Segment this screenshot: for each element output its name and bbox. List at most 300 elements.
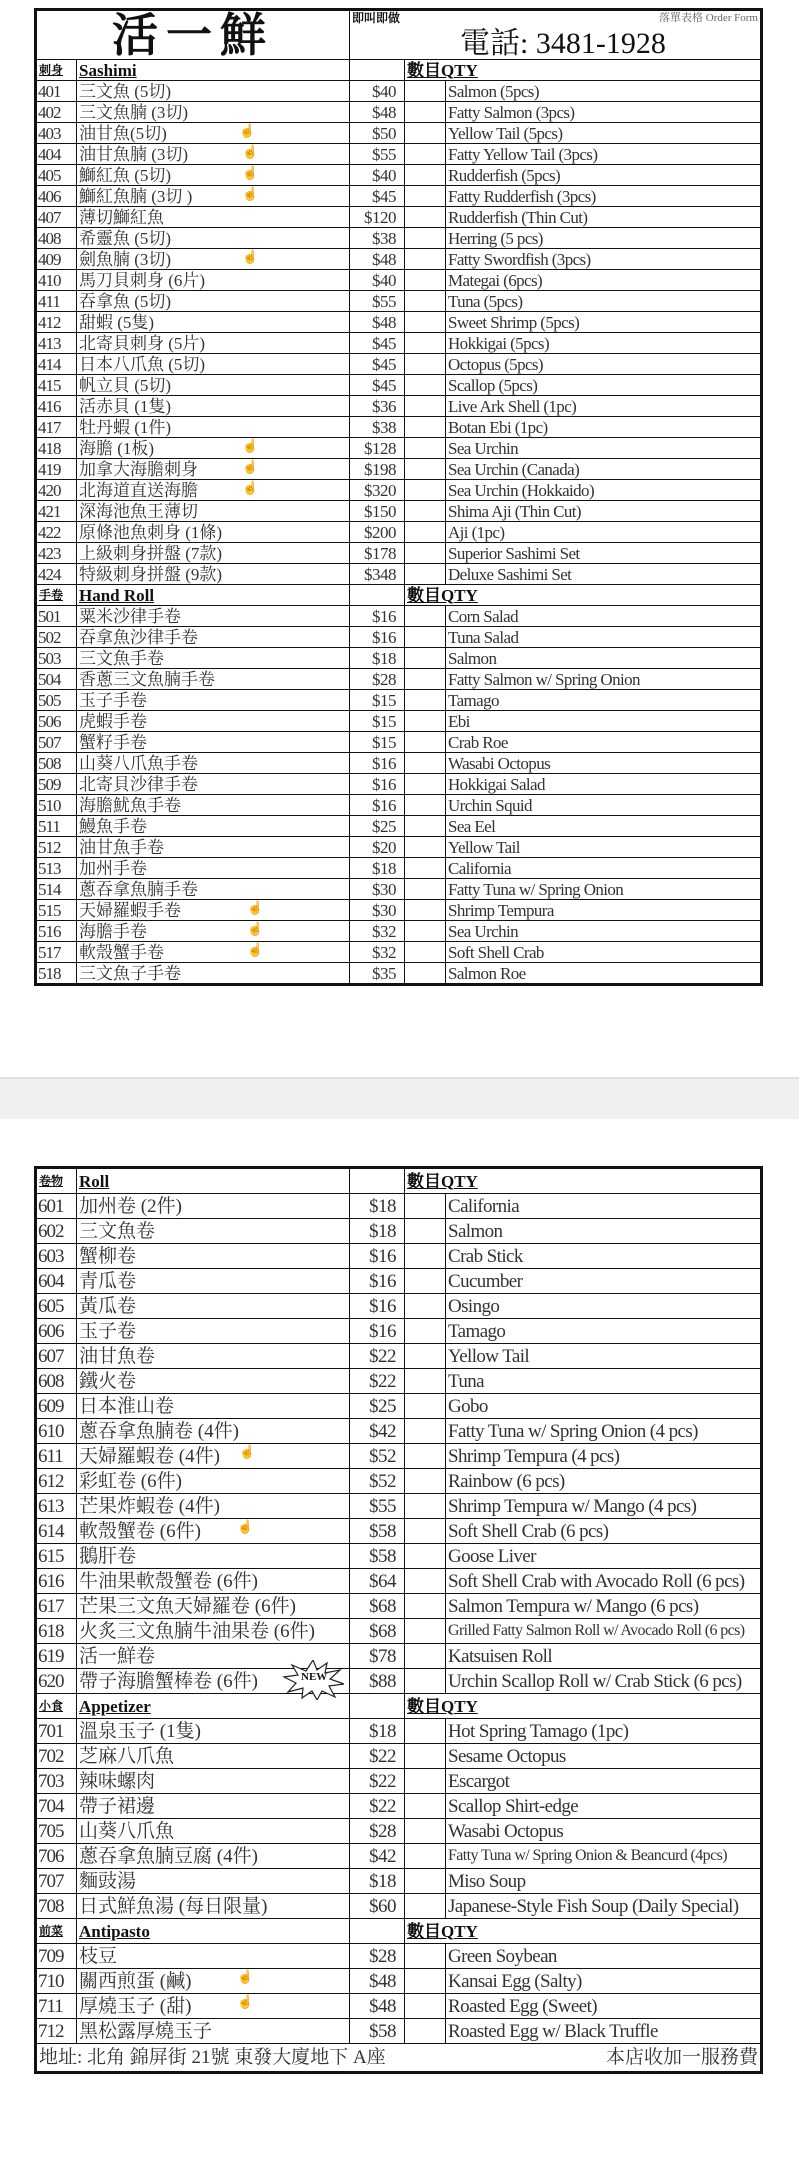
price-header-cell bbox=[350, 1169, 405, 1194]
item-name-en: Hokkigai (5pcs) bbox=[446, 333, 761, 354]
item-code: 410 bbox=[37, 270, 77, 291]
item-code: 606 bbox=[37, 1319, 77, 1344]
item-price: $48 bbox=[350, 1994, 405, 2019]
item-price: $58 bbox=[350, 1544, 405, 1569]
item-price: $320 bbox=[350, 480, 405, 501]
menu-item-row bbox=[37, 438, 761, 459]
qty-input-cell[interactable] bbox=[405, 1294, 446, 1319]
item-name-en: Sea Eel bbox=[446, 816, 761, 837]
item-price: $52 bbox=[350, 1469, 405, 1494]
qty-input-cell[interactable] bbox=[405, 1519, 446, 1544]
item-name-en: Yellow Tail bbox=[446, 837, 761, 858]
item-name-zh: 芝麻八爪魚 bbox=[79, 1745, 175, 1767]
item-price: $32 bbox=[350, 921, 405, 942]
menu-item-row bbox=[37, 312, 761, 333]
item-name-zh-cell bbox=[77, 501, 350, 522]
item-code: 509 bbox=[37, 774, 77, 795]
item-name-zh-cell bbox=[77, 1794, 350, 1819]
item-name-en: Sweet Shrimp (5pcs) bbox=[446, 312, 761, 333]
qty-input-cell[interactable] bbox=[405, 1494, 446, 1519]
order-form-page-2 bbox=[34, 1166, 763, 2074]
qty-input-cell[interactable] bbox=[405, 1994, 446, 2019]
page-separator bbox=[0, 1077, 799, 1119]
menu-item-row bbox=[37, 1744, 761, 1769]
qty-input-cell[interactable] bbox=[405, 123, 446, 144]
qty-input-cell[interactable] bbox=[405, 1594, 446, 1619]
qty-input-cell[interactable] bbox=[405, 1419, 446, 1444]
item-price: $48 bbox=[350, 312, 405, 333]
item-price: $16 bbox=[350, 795, 405, 816]
menu-item-row bbox=[37, 963, 761, 984]
item-name-zh-cell bbox=[77, 858, 350, 879]
item-code: 515 bbox=[37, 900, 77, 921]
phone-number: 電話: 3481-1928 bbox=[460, 27, 666, 60]
item-code: 601 bbox=[37, 1194, 77, 1219]
item-name-zh: 彩虹卷 (6件) bbox=[79, 1470, 182, 1492]
qty-input-cell[interactable] bbox=[405, 1344, 446, 1369]
item-name-zh: 特級刺身拼盤 (9款) bbox=[79, 564, 223, 584]
item-name-en: Fatty Swordfish (3pcs) bbox=[446, 249, 761, 270]
item-code: 512 bbox=[37, 837, 77, 858]
menu-item-row bbox=[37, 1944, 761, 1969]
qty-input-cell[interactable] bbox=[405, 753, 446, 774]
qty-input-cell[interactable] bbox=[405, 522, 446, 543]
item-name-zh: 鰤紅魚腩 (3切 ) bbox=[79, 186, 193, 206]
qty-input-cell[interactable] bbox=[405, 1794, 446, 1819]
menu-item-row bbox=[37, 1719, 761, 1744]
qty-input-cell[interactable] bbox=[405, 144, 446, 165]
item-name-zh: 帶子裙邊 bbox=[79, 1795, 156, 1817]
item-code: 421 bbox=[37, 501, 77, 522]
item-price: $120 bbox=[350, 207, 405, 228]
menu-item-row bbox=[37, 459, 761, 480]
item-code: 420 bbox=[37, 480, 77, 501]
qty-input-cell[interactable] bbox=[405, 1369, 446, 1394]
menu-item-row bbox=[37, 354, 761, 375]
menu-item-row bbox=[37, 753, 761, 774]
item-price: $45 bbox=[350, 375, 405, 396]
menu-item-row bbox=[37, 1994, 761, 2019]
menu-item-row bbox=[37, 837, 761, 858]
item-name-zh: 枝豆 bbox=[79, 1945, 118, 1967]
qty-input-cell[interactable] bbox=[405, 1319, 446, 1344]
item-price: $348 bbox=[350, 564, 405, 585]
item-code: 409 bbox=[37, 249, 77, 270]
qty-input-cell[interactable] bbox=[405, 1269, 446, 1294]
item-name-en: Hokkigai Salad bbox=[446, 774, 761, 795]
item-name-zh-cell bbox=[77, 1494, 350, 1519]
item-name-zh: 蔥吞拿魚腩卷 (4件) bbox=[79, 1420, 239, 1442]
menu-item-row bbox=[37, 102, 761, 123]
menu-item-row bbox=[37, 1794, 761, 1819]
qty-input-cell[interactable] bbox=[405, 291, 446, 312]
menu-item-row bbox=[37, 2019, 761, 2044]
menu-item-row bbox=[37, 1344, 761, 1369]
service-charge-note: 本店收加一服務費 bbox=[605, 2047, 758, 2068]
item-name-zh: 牛油果軟殼蟹卷 (6件) bbox=[79, 1570, 258, 1592]
menu-item-row bbox=[37, 81, 761, 102]
item-price: $28 bbox=[350, 1819, 405, 1844]
item-name-en: Salmon bbox=[446, 1219, 761, 1244]
menu-item-row bbox=[37, 900, 761, 921]
qty-input-cell[interactable] bbox=[405, 942, 446, 963]
menu-item-row bbox=[37, 648, 761, 669]
qty-input-cell[interactable] bbox=[405, 543, 446, 564]
qty-input-cell[interactable] bbox=[405, 1819, 446, 1844]
item-name-zh-cell bbox=[77, 1594, 350, 1619]
item-name-zh: 加拿大海膽刺身 bbox=[79, 459, 198, 479]
qty-input-cell[interactable] bbox=[405, 81, 446, 102]
qty-input-cell[interactable] bbox=[405, 921, 446, 942]
menu-item-row bbox=[37, 186, 761, 207]
qty-input-cell[interactable] bbox=[405, 1644, 446, 1669]
item-price: $32 bbox=[350, 942, 405, 963]
menu-item-row bbox=[37, 543, 761, 564]
menu-item-row bbox=[37, 669, 761, 690]
qty-input-cell[interactable] bbox=[405, 228, 446, 249]
item-price: $18 bbox=[350, 1869, 405, 1894]
footer bbox=[37, 2044, 761, 2072]
item-code: 508 bbox=[37, 753, 77, 774]
item-name-zh-cell bbox=[77, 1394, 350, 1419]
item-name-en: Urchin Squid bbox=[446, 795, 761, 816]
menu-item-row bbox=[37, 1619, 761, 1644]
qty-input-cell[interactable] bbox=[405, 1769, 446, 1794]
section-title-zh: 卷物 bbox=[37, 1169, 77, 1194]
item-name-zh: 油甘魚手卷 bbox=[79, 837, 164, 857]
item-name-zh-cell bbox=[77, 480, 350, 501]
qty-input-cell[interactable] bbox=[405, 207, 446, 228]
qty-input-cell[interactable] bbox=[405, 711, 446, 732]
item-name-zh: 蟹柳卷 bbox=[79, 1245, 137, 1267]
qty-input-cell[interactable] bbox=[405, 837, 446, 858]
qty-input-cell[interactable] bbox=[405, 1444, 446, 1469]
item-name-en: Shima Aji (Thin Cut) bbox=[446, 501, 761, 522]
item-price: $40 bbox=[350, 165, 405, 186]
qty-input-cell[interactable] bbox=[405, 732, 446, 753]
item-price: $128 bbox=[350, 438, 405, 459]
item-code: 710 bbox=[37, 1969, 77, 1994]
item-name-zh: 活赤貝 (1隻) bbox=[79, 396, 172, 416]
restaurant-name: 活一鮮 bbox=[37, 11, 350, 60]
item-name-en: Sea Urchin bbox=[446, 921, 761, 942]
qty-input-cell[interactable] bbox=[405, 963, 446, 984]
qty-input-cell[interactable] bbox=[405, 333, 446, 354]
qty-input-cell[interactable] bbox=[405, 1194, 446, 1219]
qty-input-cell[interactable] bbox=[405, 1669, 446, 1694]
menu-item-row bbox=[37, 1819, 761, 1844]
thumbs-up-icon: ☝ bbox=[242, 144, 259, 159]
item-price: $15 bbox=[350, 690, 405, 711]
item-name-zh-cell bbox=[77, 396, 350, 417]
item-code: 507 bbox=[37, 732, 77, 753]
thumbs-up-icon: ☝ bbox=[237, 1969, 254, 1984]
item-code: 506 bbox=[37, 711, 77, 732]
item-code: 505 bbox=[37, 690, 77, 711]
item-name-en: Rudderfish (5pcs) bbox=[446, 165, 761, 186]
price-header-cell bbox=[350, 1919, 405, 1944]
qty-input-cell[interactable] bbox=[405, 648, 446, 669]
thumbs-up-icon: ☝ bbox=[242, 165, 259, 180]
item-name-zh-cell bbox=[77, 690, 350, 711]
item-price: $16 bbox=[350, 774, 405, 795]
item-code: 712 bbox=[37, 2019, 77, 2044]
qty-input-cell[interactable] bbox=[405, 816, 446, 837]
item-name-en: Fatty Tuna w/ Spring Onion & Beancurd (4pcs) bbox=[446, 1844, 761, 1869]
item-name-zh: 山葵八爪魚 bbox=[79, 1820, 175, 1842]
item-name-zh-cell bbox=[77, 1894, 350, 1919]
menu-item-row bbox=[37, 417, 761, 438]
item-name-zh-cell bbox=[77, 1219, 350, 1244]
qty-input-cell[interactable] bbox=[405, 2019, 446, 2044]
item-price: $16 bbox=[350, 1319, 405, 1344]
item-name-zh: 黃瓜卷 bbox=[79, 1295, 137, 1317]
item-name-zh-cell bbox=[77, 102, 350, 123]
section-title-en: Antipasto bbox=[77, 1919, 350, 1944]
menu-item-row bbox=[37, 606, 761, 627]
item-name-zh: 北寄貝刺身 (5片) bbox=[79, 333, 206, 353]
item-name-en: Rainbow (6 pcs) bbox=[446, 1469, 761, 1494]
item-code: 419 bbox=[37, 459, 77, 480]
menu-item-row bbox=[37, 165, 761, 186]
item-price: $22 bbox=[350, 1744, 405, 1769]
qty-input-cell[interactable] bbox=[405, 438, 446, 459]
item-code: 413 bbox=[37, 333, 77, 354]
item-name-en: Salmon Roe bbox=[446, 963, 761, 984]
item-price: $22 bbox=[350, 1769, 405, 1794]
item-name-zh-cell bbox=[77, 270, 350, 291]
menu-item-row bbox=[37, 1544, 761, 1569]
item-name-en: Soft Shell Crab with Avocado Roll (6 pcs) bbox=[446, 1569, 761, 1594]
section-header bbox=[37, 1169, 761, 1194]
item-name-zh-cell bbox=[77, 795, 350, 816]
qty-input-cell[interactable] bbox=[405, 354, 446, 375]
item-price: $45 bbox=[350, 354, 405, 375]
item-name-zh-cell bbox=[77, 564, 350, 585]
item-name-en: Ebi bbox=[446, 711, 761, 732]
item-name-en: Wasabi Octopus bbox=[446, 753, 761, 774]
item-price: $16 bbox=[350, 627, 405, 648]
item-name-zh: 三文魚腩 (3切) bbox=[79, 102, 189, 122]
item-price: $16 bbox=[350, 753, 405, 774]
qty-input-cell[interactable] bbox=[405, 186, 446, 207]
item-name-zh-cell bbox=[77, 1369, 350, 1394]
item-price: $25 bbox=[350, 816, 405, 837]
item-price: $42 bbox=[350, 1419, 405, 1444]
qty-input-cell[interactable] bbox=[405, 1719, 446, 1744]
item-name-zh: 吞拿魚沙律手卷 bbox=[79, 627, 198, 647]
item-name-en: Grilled Fatty Salmon Roll w/ Avocado Roll (6 pcs) bbox=[446, 1619, 761, 1644]
qty-input-cell[interactable] bbox=[405, 774, 446, 795]
item-code: 513 bbox=[37, 858, 77, 879]
item-name-zh: 吞拿魚 (5切) bbox=[79, 291, 172, 311]
item-name-zh: 香蔥三文魚腩手卷 bbox=[79, 669, 215, 689]
thumbs-up-icon: ☝ bbox=[247, 900, 264, 915]
qty-input-cell[interactable] bbox=[405, 1969, 446, 1994]
item-price: $16 bbox=[350, 1244, 405, 1269]
qty-input-cell[interactable] bbox=[405, 396, 446, 417]
qty-input-cell[interactable] bbox=[405, 1619, 446, 1644]
item-code: 403 bbox=[37, 123, 77, 144]
item-price: $42 bbox=[350, 1844, 405, 1869]
item-name-zh-cell bbox=[77, 207, 350, 228]
item-price: $16 bbox=[350, 606, 405, 627]
qty-input-cell[interactable] bbox=[405, 1569, 446, 1594]
item-code: 417 bbox=[37, 417, 77, 438]
menu-item-row bbox=[37, 1419, 761, 1444]
section-title-en: Roll bbox=[77, 1169, 350, 1194]
item-name-zh-cell bbox=[77, 879, 350, 900]
qty-input-cell[interactable] bbox=[405, 1394, 446, 1419]
item-name-zh: 馬刀貝刺身 (6片) bbox=[79, 270, 206, 290]
thumbs-up-icon: ☝ bbox=[242, 249, 259, 264]
item-name-zh-cell bbox=[77, 144, 350, 165]
menu-item-row bbox=[37, 144, 761, 165]
item-name-en: Shrimp Tempura (4 pcs) bbox=[446, 1444, 761, 1469]
item-name-zh-cell bbox=[77, 837, 350, 858]
thumbs-up-icon: ☝ bbox=[242, 438, 259, 453]
item-code: 604 bbox=[37, 1269, 77, 1294]
thumbs-up-icon: ☝ bbox=[239, 1444, 256, 1459]
item-code: 707 bbox=[37, 1869, 77, 1894]
menu-item-row bbox=[37, 564, 761, 585]
item-name-zh-cell bbox=[77, 1319, 350, 1344]
item-price: $58 bbox=[350, 2019, 405, 2044]
qty-input-cell[interactable] bbox=[405, 375, 446, 396]
item-name-zh: 溫泉玉子 (1隻) bbox=[79, 1720, 201, 1742]
item-name-en: Deluxe Sashimi Set bbox=[446, 564, 761, 585]
menu-item-row bbox=[37, 1894, 761, 1919]
menu-item-row bbox=[37, 333, 761, 354]
item-name-en: Escargot bbox=[446, 1769, 761, 1794]
qty-label: 數目QTY bbox=[407, 1696, 478, 1716]
item-price: $40 bbox=[350, 270, 405, 291]
menu-item-row bbox=[37, 1194, 761, 1219]
qty-input-cell[interactable] bbox=[405, 312, 446, 333]
item-code: 502 bbox=[37, 627, 77, 648]
item-name-zh-cell bbox=[77, 1994, 350, 2019]
item-name-zh-cell bbox=[77, 543, 350, 564]
item-code: 422 bbox=[37, 522, 77, 543]
qty-input-cell[interactable] bbox=[405, 795, 446, 816]
qty-input-cell[interactable] bbox=[405, 501, 446, 522]
menu-item-row bbox=[37, 1444, 761, 1469]
item-name-zh: 天婦羅蝦手卷 bbox=[79, 900, 181, 920]
item-name-zh: 粟米沙律手卷 bbox=[79, 606, 181, 626]
qty-input-cell[interactable] bbox=[405, 1469, 446, 1494]
qty-input-cell[interactable] bbox=[405, 1744, 446, 1769]
thumbs-up-icon: ☝ bbox=[237, 1519, 254, 1534]
item-name-en: Soft Shell Crab bbox=[446, 942, 761, 963]
qty-input-cell[interactable] bbox=[405, 564, 446, 585]
menu-item-row bbox=[37, 501, 761, 522]
qty-input-cell[interactable] bbox=[405, 1844, 446, 1869]
qty-input-cell[interactable] bbox=[405, 102, 446, 123]
item-name-zh: 青瓜卷 bbox=[79, 1270, 137, 1292]
item-price: $58 bbox=[350, 1519, 405, 1544]
item-price: $88 bbox=[350, 1669, 405, 1694]
item-name-zh: 辣味螺肉 bbox=[79, 1770, 156, 1792]
qty-input-cell[interactable] bbox=[405, 249, 446, 270]
item-code: 503 bbox=[37, 648, 77, 669]
qty-input-cell[interactable] bbox=[405, 1944, 446, 1969]
item-name-zh-cell bbox=[77, 1544, 350, 1569]
item-name-en: Sea Urchin (Hokkaido) bbox=[446, 480, 761, 501]
qty-input-cell[interactable] bbox=[405, 417, 446, 438]
qty-input-cell[interactable] bbox=[405, 1244, 446, 1269]
item-name-zh: 蟹籽手卷 bbox=[79, 732, 147, 752]
item-price: $45 bbox=[350, 186, 405, 207]
item-name-zh: 蔥吞拿魚腩豆腐 (4件) bbox=[79, 1845, 258, 1867]
qty-input-cell[interactable] bbox=[405, 1219, 446, 1244]
menu-item-row bbox=[37, 1244, 761, 1269]
qty-input-cell[interactable] bbox=[405, 879, 446, 900]
qty-input-cell[interactable] bbox=[405, 1869, 446, 1894]
section-title-en: Hand Roll bbox=[77, 585, 350, 606]
item-code: 704 bbox=[37, 1794, 77, 1819]
qty-input-cell[interactable] bbox=[405, 900, 446, 921]
item-name-zh-cell bbox=[77, 291, 350, 312]
item-name-zh: 鰻魚手卷 bbox=[79, 816, 147, 836]
item-code: 504 bbox=[37, 669, 77, 690]
item-name-en: Hot Spring Tamago (1pc) bbox=[446, 1719, 761, 1744]
qty-input-cell[interactable] bbox=[405, 270, 446, 291]
item-name-zh: 原條池魚刺身 (1條) bbox=[79, 522, 223, 542]
thumbs-up-icon: ☝ bbox=[247, 942, 264, 957]
item-name-zh-cell bbox=[77, 1444, 350, 1469]
item-name-zh-cell bbox=[77, 1469, 350, 1494]
item-name-zh-cell bbox=[77, 627, 350, 648]
item-name-zh: 活一鮮卷 bbox=[79, 1645, 156, 1667]
item-code: 416 bbox=[37, 396, 77, 417]
new-badge-label: NEW bbox=[301, 1671, 328, 1683]
item-name-zh-cell bbox=[77, 438, 350, 459]
item-name-zh: 玉子手卷 bbox=[79, 690, 147, 710]
item-name-zh-cell bbox=[77, 354, 350, 375]
item-code: 703 bbox=[37, 1769, 77, 1794]
item-name-zh-cell bbox=[77, 186, 350, 207]
menu-item-row bbox=[37, 249, 761, 270]
menu-item-row bbox=[37, 1369, 761, 1394]
item-price: $16 bbox=[350, 1269, 405, 1294]
item-price: $30 bbox=[350, 879, 405, 900]
order-form-label: 落單表格 Order Form bbox=[659, 12, 758, 24]
qty-input-cell[interactable] bbox=[405, 858, 446, 879]
item-name-en: Octopus (5pcs) bbox=[446, 354, 761, 375]
qty-input-cell[interactable] bbox=[405, 690, 446, 711]
item-price: $45 bbox=[350, 333, 405, 354]
menu-item-row bbox=[37, 228, 761, 249]
item-name-zh: 北寄貝沙律手卷 bbox=[79, 774, 198, 794]
item-name-zh-cell bbox=[77, 711, 350, 732]
qty-input-cell[interactable] bbox=[405, 627, 446, 648]
qty-label: 數目QTY bbox=[407, 60, 478, 80]
qty-input-cell[interactable] bbox=[405, 459, 446, 480]
qty-input-cell[interactable] bbox=[405, 165, 446, 186]
item-name-en: Sea Urchin (Canada) bbox=[446, 459, 761, 480]
item-name-en: Crab Stick bbox=[446, 1244, 761, 1269]
item-name-en: Live Ark Shell (1pc) bbox=[446, 396, 761, 417]
menu-item-row bbox=[37, 522, 761, 543]
qty-input-cell[interactable] bbox=[405, 1894, 446, 1919]
qty-input-cell[interactable] bbox=[405, 480, 446, 501]
qty-input-cell[interactable] bbox=[405, 669, 446, 690]
qty-input-cell[interactable] bbox=[405, 1544, 446, 1569]
item-name-zh-cell bbox=[77, 1844, 350, 1869]
item-name-en: Tuna (5pcs) bbox=[446, 291, 761, 312]
qty-input-cell[interactable] bbox=[405, 606, 446, 627]
item-name-zh-cell bbox=[77, 249, 350, 270]
